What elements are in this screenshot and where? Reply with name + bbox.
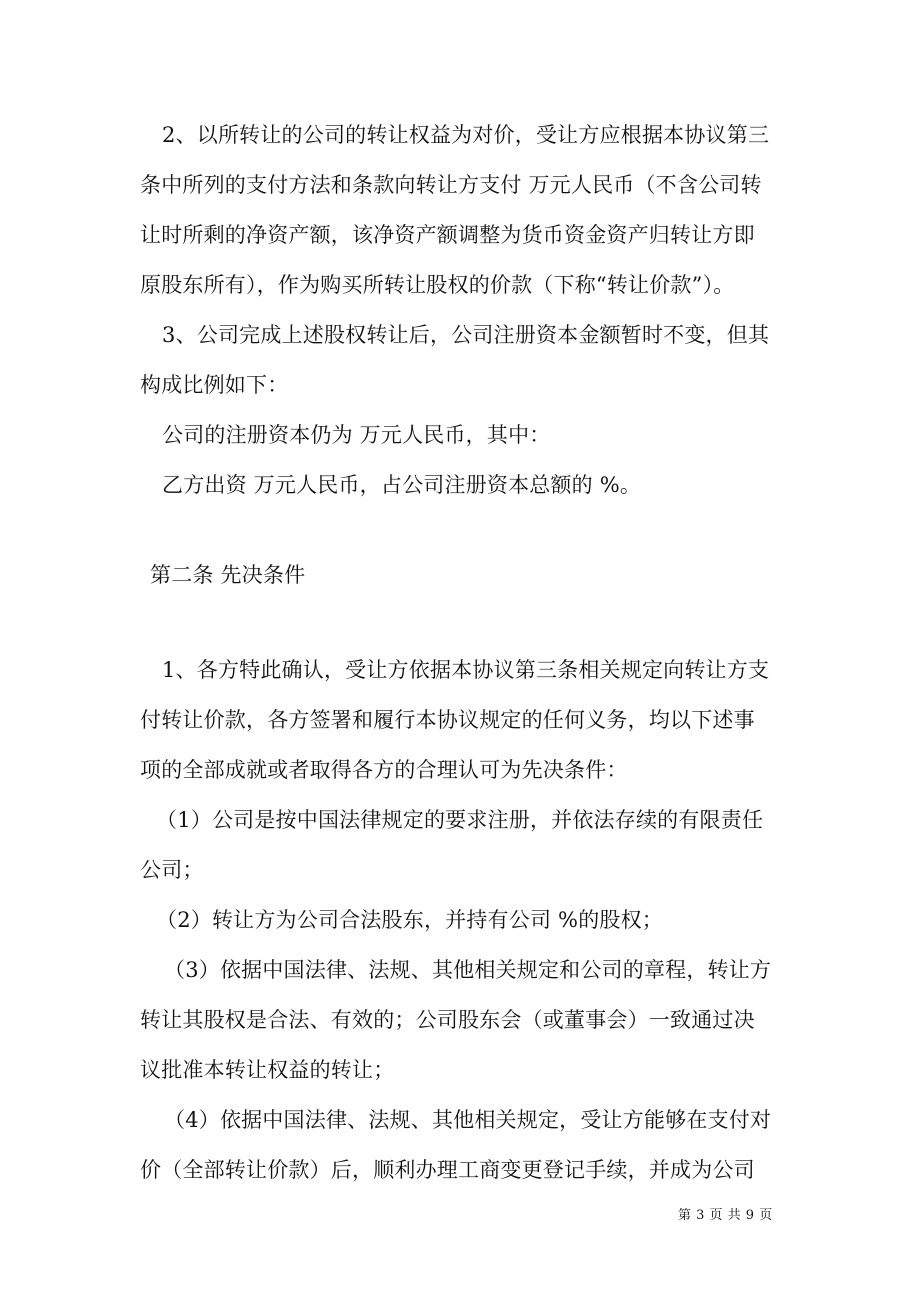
paragraph-3-line-2: 构成比例如下： — [140, 373, 289, 397]
condition-1-line-1: （1）公司是按中国法律规定的要求注册，并依法存续的有限责任 — [156, 808, 764, 832]
paragraph-2-line-4: 原股东所有），作为购买所转让股权的价款（下称“转让价款”）。 — [140, 273, 735, 297]
condition-1-line-2: 公司； — [140, 858, 204, 882]
page-number-footer: 第 3 页 共 9 页 — [678, 1208, 773, 1223]
paragraph-2-line-3: 让时所剩的净资产额，该净资产额调整为货币资金资产归转让方即 — [140, 223, 755, 247]
condition-4-line-2: 价（全部转让价款）后，顺利办理工商变更登记手续，并成为公司 — [140, 1158, 755, 1182]
condition-3-line-1: （3）依据中国法律、法规、其他相关规定和公司的章程，转让方 — [164, 958, 772, 982]
paragraph-2-line-2: 条中所列的支付方法和条款向转让方支付 万元人民币（不含公司转 — [140, 173, 762, 197]
registered-capital-line: 公司的注册资本仍为 万元人民币，其中： — [162, 423, 551, 447]
condition-3-line-3: 议批准本转让权益的转让； — [140, 1058, 395, 1082]
condition-2-line: （2）转让方为公司合法股东，并持有公司 %的股权； — [156, 908, 663, 932]
clause-1-line-3: 项的全部成就或者取得各方的合理认可为先决条件： — [140, 758, 628, 782]
condition-3-line-2: 转让其股权是合法、有效的；公司股东会（或董事会）一致通过决 — [140, 1008, 755, 1032]
clause-1-line-2: 付转让价款，各方签署和履行本协议规定的任何义务，均以下述事 — [140, 708, 755, 732]
party-b-contribution-line: 乙方出资 万元人民币，占公司注册资本总额的 %。 — [162, 473, 642, 497]
section-heading: 第二条 先决条件 — [150, 563, 306, 587]
paragraph-3-line-1: 3、公司完成上述股权转让后，公司注册资本金额暂时不变，但其 — [162, 323, 770, 347]
condition-4-line-1: （4）依据中国法律、法规、其他相关规定，受让方能够在支付对 — [164, 1108, 772, 1132]
paragraph-2-line-1: 2、以所转让的公司的转让权益为对价，受让方应根据本协议第三 — [162, 123, 770, 147]
clause-1-line-1: 1、各方特此确认，受让方依据本协议第三条相关规定向转让方支 — [162, 658, 770, 682]
